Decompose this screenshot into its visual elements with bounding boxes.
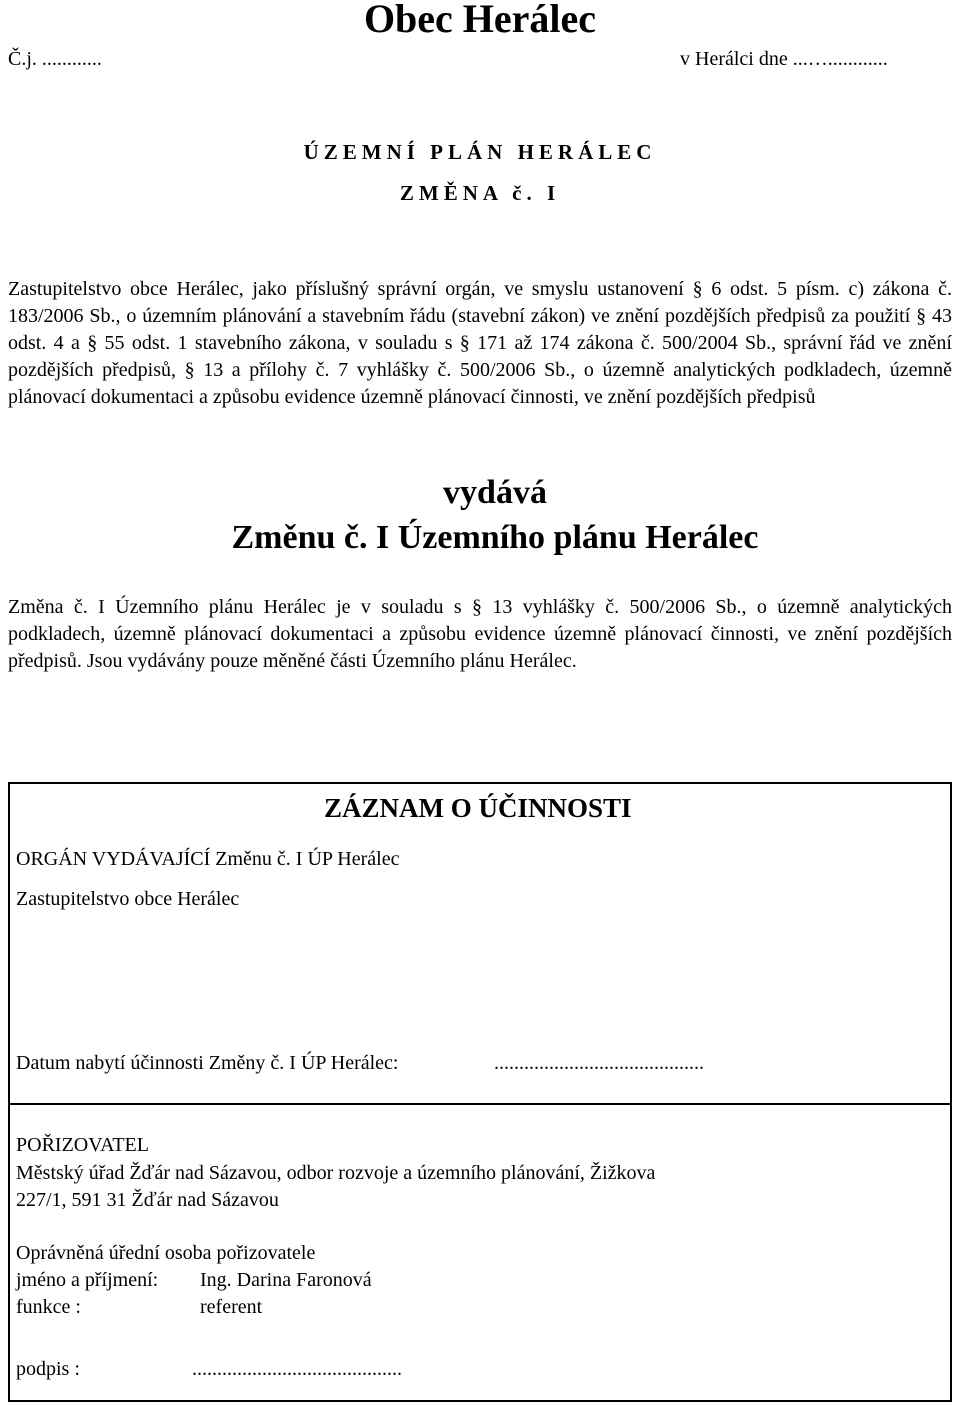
page-title: Obec Herálec (363, 0, 597, 41)
change-heading: ZMĚNA č. I (399, 181, 561, 205)
issues-verb: vydává (443, 474, 547, 511)
intro-paragraph: Zastupitelstvo obce Herálec, jako příslušný správní orgán, ve smyslu ustanovení § 6 odst. 5 písm. c) zákona č. 183/2006 Sb., o územním plánování a stavebním řádu (stavební zákon) ve znění pozdějších předpisů za použití § 43 odst. 4 a § 55 odst. 1 stavebního zákona, v souladu s § 171 až 174 zákona č. 500/2004 Sb., správní řád ve znění pozdějších předpisů, § 13 a přílohy č. 7 vyhlášky č. 500/2006 Sb., o územně analytických podkladech, územně plánovací dokumentaci a způsobu evidence územně plánovací činnosti, ve znění pozdějších předpisů (8, 278, 952, 408)
procurer-label: POŘIZOVATEL (16, 1134, 149, 1156)
role-label: funkce : (16, 1296, 81, 1318)
record-box (8, 782, 952, 1402)
official-label: Oprávněná úřední osoba pořizovatele (16, 1242, 316, 1264)
plan-heading: ÚZEMNÍ PLÁN HERÁLEC (303, 140, 657, 164)
name-value: Ing. Darina Faronová (200, 1269, 372, 1291)
date-line: v Herálci dne ...…............ (680, 48, 888, 70)
issuing-organ-label: ORGÁN VYDÁVAJÍCÍ Změnu č. I ÚP Herálec (16, 848, 400, 870)
signature-label: podpis : (16, 1358, 80, 1380)
record-divider (8, 1103, 952, 1105)
compliance-paragraph: Změna č. I Územního plánu Herálec je v souladu s § 13 vyhlášky č. 500/2006 Sb., o územně analytických podkladech, územně plánovací dokumentaci a způsobu evidence územně plánovací činnosti, ve znění pozdějších předpisů. Jsou vydávány pouze měněné části Územního plánu Herálec. (8, 596, 952, 672)
issued-document-title: Změnu č. I Územního plánu Herálec (231, 519, 759, 556)
procurer-address: Městský úřad Žďár nad Sázavou, odbor rozvoje a územního plánování, Žižkova 227/1, 591 31 Žďár nad Sázavou (16, 1162, 656, 1211)
effective-date-label: Datum nabytí účinnosti Změny č. I ÚP Herálec: (16, 1052, 399, 1074)
signature-value: .......................................... (192, 1358, 402, 1380)
role-value: referent (200, 1296, 263, 1318)
effective-date-value: .......................................... (494, 1052, 704, 1074)
reference-number: Č.j. ............ (8, 48, 102, 70)
record-title: ZÁZNAM O ÚČINNOSTI (324, 793, 632, 823)
name-label: jméno a příjmení: (16, 1269, 159, 1291)
issuing-organ-name: Zastupitelstvo obce Herálec (16, 888, 240, 910)
